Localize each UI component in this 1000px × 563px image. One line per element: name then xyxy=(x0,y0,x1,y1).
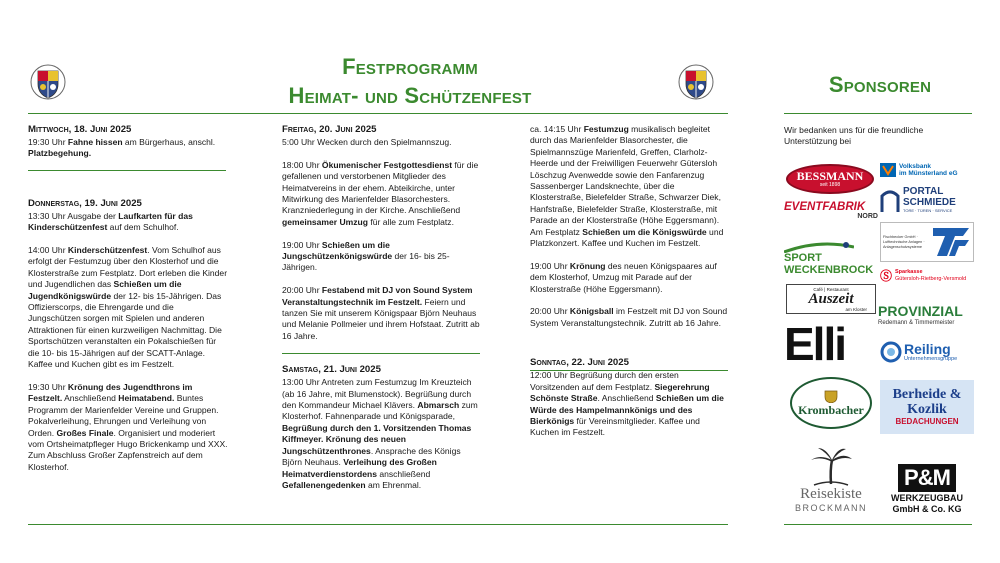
entry-text: . Ansprache des Königs Björn Neuhaus. xyxy=(282,445,461,468)
entry-highlight: gemeinsamer Umzug xyxy=(282,216,368,227)
day-heading: Sonntag, 22. Juni 2025 xyxy=(530,357,629,369)
entry-highlight: Gefallenengedenken xyxy=(282,479,366,490)
sparkasse-line2: Gütersloh-Rietberg-Versmold xyxy=(895,276,967,282)
entry-highlight: Laufkarten für das Kinderschützenfest xyxy=(28,210,193,233)
entry-text: 14:00 Uhr xyxy=(28,245,68,256)
reisekiste-line1: Reisekiste xyxy=(800,486,862,502)
bessmann-since: seit 1898 xyxy=(819,182,841,188)
berheide-sub: BEDACHUNGEN xyxy=(895,417,959,426)
pm-logo-mark: P&M xyxy=(898,464,956,492)
portal-schmiede-logo xyxy=(880,182,974,218)
entry-highlight: Ökumenischer Festgottesdienst xyxy=(321,159,453,170)
footer-rule xyxy=(28,524,728,525)
reisekiste-line2: BROCKMANN xyxy=(794,503,867,513)
berheide-kozlik-logo xyxy=(880,380,974,434)
portal-line2: SCHMIEDE xyxy=(903,197,956,208)
sparkasse-logo xyxy=(880,266,974,286)
provinzial-sub: Redemann & Timmermeister xyxy=(878,319,955,326)
entry-text: . Anschließend xyxy=(597,393,656,404)
program-entry xyxy=(28,245,228,370)
entry-highlight: Krönung xyxy=(569,260,606,271)
entry-text: für alle zum Festplatz. xyxy=(367,216,454,227)
entry-text: anschließend xyxy=(377,468,431,479)
entry-highlight: Kinderschützenfest xyxy=(67,245,148,256)
palm-tree-icon xyxy=(808,446,854,486)
entry-text: 20:00 Uhr xyxy=(282,285,322,296)
program-day-section xyxy=(282,124,482,364)
sport-swoosh-icon xyxy=(784,241,854,253)
sponsors-intro: Wir bedanken uns für die freundliche Unterstützung bei xyxy=(784,125,924,147)
entry-highlight: Großes Finale xyxy=(56,427,114,438)
entry-highlight: Schießen um die Jungschützenkönigswürde xyxy=(282,239,393,262)
auszeit-logo xyxy=(786,284,876,314)
eventfabrik-name: EVENTFABRIK xyxy=(784,201,866,213)
auszeit-name: Auszeit xyxy=(808,290,854,307)
elli-name: Elli xyxy=(784,322,846,366)
program-day-section xyxy=(530,124,730,357)
title-line-2: Heimat- und Schützenfest xyxy=(288,83,532,108)
eventfabrik-logo xyxy=(784,200,878,222)
entry-text: am Bürgerhaus, anschl. xyxy=(122,137,216,147)
sport-line1: SPORT xyxy=(784,251,822,264)
program-column-2 xyxy=(282,124,482,491)
entry-text: und Platzkonzert. Kaffee und Kuchen im Festzelt. xyxy=(530,226,724,249)
portal-line1: PORTAL xyxy=(903,186,944,197)
pm-werkzeugbau-logo xyxy=(880,456,974,522)
entry-highlight: Siegerehrung Schönste Straße xyxy=(530,381,710,404)
program-entry xyxy=(530,124,730,249)
entry-text: 13:30 Uhr Ausgabe der xyxy=(28,210,119,221)
program-entry xyxy=(282,160,482,228)
sport-line2: WECKENBROCK xyxy=(784,263,874,276)
day-heading: Mittwoch, 18. Juni 2025 xyxy=(28,124,132,135)
berheide-line2: Kozlik xyxy=(907,402,947,417)
entry-text: 13:00 Uhr Antreten zum Festumzug Im Kreuzteich (ab 16 Jahre, mit Blumenstock). Begrüßung durch den Kommandeur Michael Klävers. xyxy=(282,377,472,411)
program-entry xyxy=(282,377,482,491)
bessmann-name: BESSMANN xyxy=(796,169,864,183)
reisekiste-logo xyxy=(784,440,878,520)
entry-highlight: Fahne hissen xyxy=(67,137,123,147)
entry-text: auf dem Schulhof. xyxy=(107,222,179,233)
entry-text: 19:30 Uhr xyxy=(28,137,68,147)
tf-mark-icon xyxy=(931,226,971,258)
program-day-section xyxy=(28,124,228,198)
entry-text: 19:30 Uhr xyxy=(28,381,68,392)
entry-text: . Organisiert und moderiert vom Ortsheimatpfleger Hugo Brickenkamp und XXX. Zum Abschluss Großer Zapfenstreich auf dem Klosterhof. xyxy=(28,427,228,472)
entry-text: für die gefallenen und verstorbenen Mitglieder des Heimatvereins in der ehem. Abteikirche, unter Mitwirkung des Marienfelder Blasorchesters. Kranzniederlegung in der Kirche. Anschließend xyxy=(282,159,479,216)
program-column-3 xyxy=(530,124,730,439)
entry-text: ca. 14:15 Uhr xyxy=(530,124,584,134)
entry-text: 12:00 Uhr Begrüßung durch den ersten Vorsitzenden auf dem Festplatz. xyxy=(530,370,679,392)
provinzial-logo xyxy=(878,300,974,330)
pm-line2: GmbH & Co. KG xyxy=(892,503,962,514)
entry-text: Feiern und tanzen Sie mit unserem Königspaar Björn Neuhaus und Melanie Pollmeier und ihrem Hofstaat. Zutritt ab 16 Jahre. xyxy=(282,296,480,341)
entry-highlight: Königsball xyxy=(569,306,614,317)
program-entry xyxy=(530,306,730,329)
day-heading: Donnerstag, 19. Juni 2025 xyxy=(28,197,142,209)
program-day-section xyxy=(282,364,482,491)
krombacher-logo xyxy=(788,376,874,430)
reiling-sub: Unternehmensgruppe xyxy=(904,355,958,362)
entry-text: des neuen Königspaares auf dem Klosterhof, Umzug mit Parade auf der Klosterstraße (Höhe Eggersmann). xyxy=(530,260,717,294)
sport-weckenbrock-logo xyxy=(784,238,878,278)
entry-highlight: Platzbegehung. xyxy=(28,148,92,159)
entry-highlight: Krönung des Jugendthrons im Festzelt. xyxy=(28,381,193,404)
program-entry xyxy=(530,261,730,295)
volksbank-line2: im Münsterland eG xyxy=(899,170,958,177)
program-title xyxy=(200,52,620,110)
portal-arch-icon xyxy=(880,188,900,212)
krombacher-crest-icon xyxy=(823,389,839,403)
elli-logo xyxy=(784,322,878,366)
eventfabrik-sub: NORD xyxy=(857,213,878,220)
entry-text: der 16- bis 25-Jährigen. xyxy=(282,251,450,273)
entry-highlight: Abmarsch xyxy=(417,400,460,411)
entry-highlight: Heimatabend. xyxy=(118,393,175,404)
day-heading: Samstag, 21. Juni 2025 xyxy=(282,364,381,376)
berheide-line1: Berheide & xyxy=(892,387,962,402)
volksbank-logo xyxy=(880,160,974,180)
program-entry xyxy=(28,137,228,160)
entry-text: 20:00 Uhr xyxy=(530,306,570,317)
header-rule xyxy=(28,113,728,114)
entry-highlight: Verleihung des Großen Heimatverdienstordens xyxy=(282,457,437,479)
coat-of-arms-right xyxy=(678,62,714,102)
entry-highlight: Schießen um die Würde des Hampelmannkönigs und des Bierkönigs xyxy=(530,393,724,426)
auszeit-sub: am Kloster xyxy=(845,306,867,312)
program-entry xyxy=(282,240,482,274)
sparkasse-s-icon: Ⓢ xyxy=(880,269,893,283)
program-entry xyxy=(28,382,228,473)
entry-text: 19:00 Uhr xyxy=(282,239,322,250)
sponsors-title: Sponsoren xyxy=(828,72,932,97)
entry-text: 18:00 Uhr xyxy=(282,159,322,170)
sponsors-footer-rule xyxy=(784,524,972,525)
entry-highlight: Schießen um die Königswürde xyxy=(582,226,707,237)
entry-text: zum Klosterhof. Fahnenparade und Königsparade, xyxy=(282,400,478,422)
pm-line1: WERKZEUGBAU xyxy=(891,492,963,503)
entry-highlight: Begrüßung durch den 1. Vorsitzenden Thomas Kiffmeyer. Krönung des neuen Jungschützenthrones xyxy=(282,422,472,456)
title-line-1: Festprogramm xyxy=(342,54,478,79)
entry-text: für Vereinsmitglieder. Kaffee und Kuchen im Festzelt. xyxy=(530,415,700,438)
entry-text: am Ehrenmal. xyxy=(365,479,422,490)
bessmann-logo xyxy=(784,162,876,196)
program-day-section xyxy=(530,357,730,438)
entry-text: 5:00 Uhr Wecken durch den Spielmannszug. xyxy=(282,137,452,147)
day-heading: Freitag, 20. Juni 2025 xyxy=(282,124,377,135)
krombacher-name: Krombacher xyxy=(798,403,864,417)
program-entry xyxy=(282,137,482,148)
tf-logo xyxy=(880,222,974,262)
program-day-section xyxy=(28,198,228,473)
volksbank-mark-icon xyxy=(880,163,896,177)
entry-text: . Vom Schulhof aus erfolgt der Festumzug über den Klosterhof und die Klosterstraße zum Festplatz. Dort erleben die Kinder und Jugendlichen das xyxy=(28,245,228,290)
reiling-logo xyxy=(880,336,974,368)
entry-text: musikalisch begleitet durch das Marienfelder Blasorchester, die Spielmannszüge Marienfeld, Greffen, Clarholz-Heerde und der Freiwilligen Feuerwehr Gütersloh Löschzug Avenwedde sowie den Fanfarenzug Sassenberger Landsknechte, über die Klosterstraße, Bielefelder Straße, Schwarzer Diek, Hanfstraße, Bielefelder Straße, Klosterstraße, mit Parade an der Klosterstraße (Höhe Eggersmann). Am Festplatz xyxy=(530,124,721,237)
tf-small-text: Fischbecker GmbH · Lufttechnische Anlagen · Anlagenschutzsysteme xyxy=(883,234,925,249)
program-entry xyxy=(530,370,730,438)
volksbank-line1: Volksbank xyxy=(899,162,932,170)
reiling-circle-icon xyxy=(880,341,902,363)
program-entry xyxy=(28,211,228,234)
entry-text: im Festzelt mit DJ von Sound System Veranstaltungstechnik. Zutritt ab 16 Jahre. xyxy=(530,306,728,328)
portal-sub: TORE · TÜREN · SERVICE xyxy=(903,208,953,213)
entry-highlight: Festabend mit DJ von Sound System Veranstaltungstechnik im Festzelt. xyxy=(282,285,473,307)
entry-highlight: Schießen um die Jugendkönigswürde xyxy=(28,279,182,301)
program-column-1 xyxy=(28,124,228,473)
entry-text: der 12- bis 15-Jährigen. Das Offizierscorps, die Ehrengarde und die Jungschützen sorgen mit Spielen und anderen Attraktionen für einen kurzweiligen Nachmittag. Die Sportschützen veranstalten ein Pokalschießen für die 10- bis 15-Jährigen auf der SCATT-Anlage. Kaffee und Kuchen gibt es im Festzelt. xyxy=(28,290,222,370)
entry-text: Buntes Programm der Marienfelder Vereine und Gruppen. Pokalverleihung, Ehrungen und Verleihung von Orden. xyxy=(28,393,219,438)
coat-of-arms-left xyxy=(30,62,66,102)
reiling-name: Reiling xyxy=(904,340,951,357)
entry-text: Anschließend xyxy=(62,393,119,404)
sparkasse-line1: Sparkasse xyxy=(895,269,923,275)
program-entry xyxy=(282,285,482,342)
entry-highlight: Festumzug xyxy=(583,124,629,134)
entry-text: 19:00 Uhr xyxy=(530,260,570,271)
auszeit-top: Café | Restaurant xyxy=(813,286,849,292)
sponsors-rule xyxy=(784,113,972,114)
provinzial-name: PROVINZIAL xyxy=(878,302,963,319)
